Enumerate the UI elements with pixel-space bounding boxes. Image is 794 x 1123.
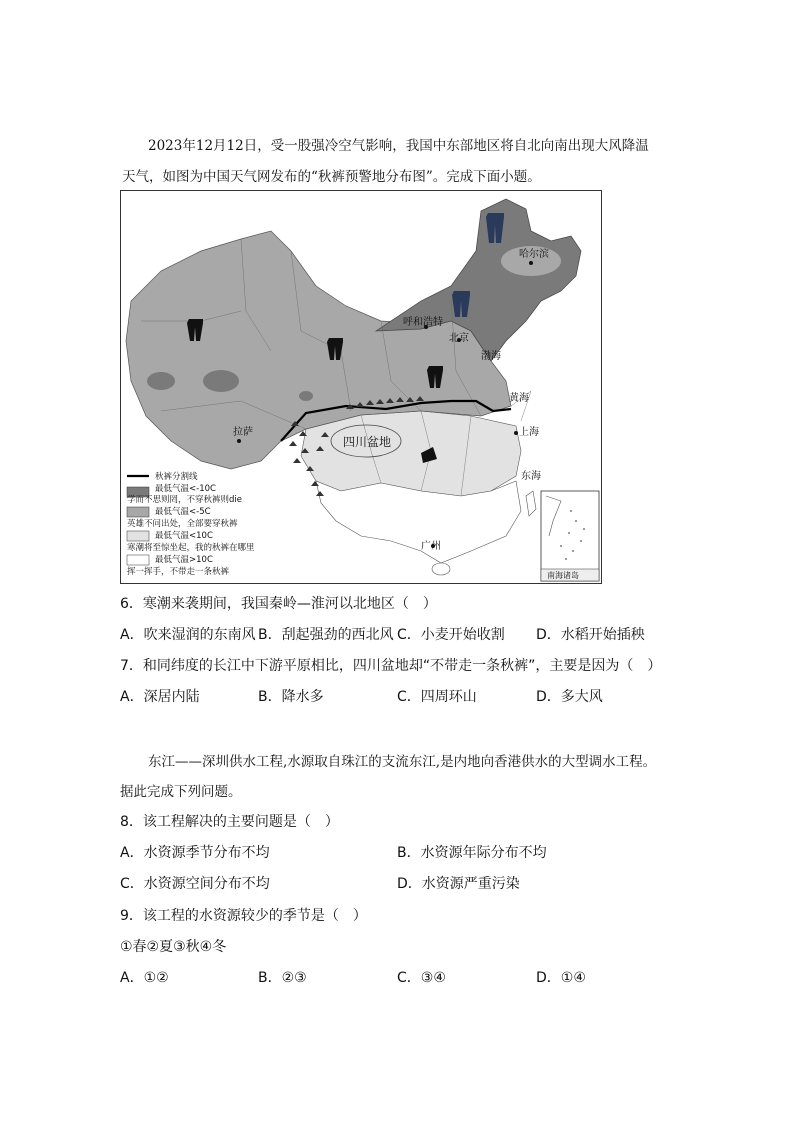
legend [127,471,255,577]
region-white [316,481,521,563]
legend-4-line1: 最低气温<10C [155,531,213,541]
q7-option-b[interactable]: B．降水多 [258,689,324,705]
q7-stem: 7．和同纬度的长江中下游平原相比，四川盆地却“不带走一条秋裤”，主要是因为（ ） [120,658,662,674]
tibet-patch-3 [299,391,313,401]
taiwan-island [526,491,536,516]
city-label-guangzhou: 广州 [421,541,441,552]
sea-label-bohai: 渤海 [481,351,501,362]
q6-option-d[interactable]: D．水稻开始插秧 [536,627,645,643]
q8-option-d[interactable]: D．水资源严重污染 [397,876,520,892]
inset-label: 南海诸岛 [547,571,579,580]
q9-option-d[interactable]: D．①④ [536,970,586,986]
basin-label: 四川盆地 [343,435,392,449]
legend-1-line1: 秋裤分割线 [155,472,198,482]
city-label-harbin: 哈尔滨 [519,249,549,260]
q9-stem: 9．该工程的水资源较少的季节是（ ） [120,908,367,924]
legend-3-line1: 最低气温<-5C [155,507,211,517]
city-label-hohhot: 呼和浩特 [403,317,443,328]
q6-option-b[interactable]: B．刮起强劲的西北风 [258,627,394,643]
q8-option-c[interactable]: C．水资源空间分布不均 [120,876,270,892]
city-label-beijing: 北京 [449,333,469,344]
q8-option-b[interactable]: B．水资源年际分布不均 [397,845,547,861]
legend-5-line1: 最低气温>10C [155,555,213,565]
q9-seasons: ①春②夏③秋④冬 [120,939,227,955]
south-sea-inset [541,491,599,581]
q8-option-a[interactable]: A．水资源季节分布不均 [120,845,270,861]
legend-2-line2: 学而不思则罔，不穿秋裤则die [127,495,242,505]
passage2-line2: 据此完成下列问题。 [120,784,242,800]
legend-3-line2: 英雄不问出处，全部要穿秋裤 [127,519,238,529]
legend-5-line2: 挥一挥手，不带走一条秋裤 [127,567,230,577]
city-label-lhasa: 拉萨 [233,427,253,438]
tibet-patch-2 [203,370,239,392]
legend-4-line2: 寒潮将至惊坐起，我的秋裤在哪里 [127,543,255,553]
passage2-line1: 东江——深圳供水工程,水源取自珠江的支流东江,是内地向香港供水的大型调水工程。 [148,754,657,770]
q9-option-b[interactable]: B．②③ [258,970,307,986]
hainan-island [432,563,450,575]
q6-stem: 6．寒潮来袭期间，我国秦岭—淮河以北地区（ ） [120,596,437,612]
q9-option-c[interactable]: C．③④ [397,970,446,986]
q9-option-a[interactable]: A．①② [120,970,169,986]
q6-option-a[interactable]: A．吹来湿润的东南风 [120,627,256,643]
map-svg [121,191,601,583]
sea-label-east: 东海 [521,471,541,482]
q7-option-c[interactable]: C．四周环山 [397,689,477,705]
legend-2-line1: 最低气温<-10C [155,484,216,494]
q7-option-d[interactable]: D．多大风 [536,689,603,705]
autumn-pants-warning-map [120,190,602,584]
passage1-line2: 天气，如图为中国天气网发布的“秋裤预警地分布图”。完成下面小题。 [122,169,541,185]
tibet-patch-1 [147,372,175,390]
sea-label-yellow: 黄海 [509,393,529,404]
q8-stem: 8．该工程解决的主要问题是（ ） [120,814,339,830]
region-light [301,411,521,496]
q6-option-c[interactable]: C．小麦开始收割 [397,627,505,643]
passage1-line1: 2023年12月12日，受一股强冷空气影响，我国中东部地区将自北向南出现大风降温 [148,138,649,154]
city-label-shanghai: 上海 [519,427,539,438]
q7-option-a[interactable]: A．深居内陆 [120,689,200,705]
